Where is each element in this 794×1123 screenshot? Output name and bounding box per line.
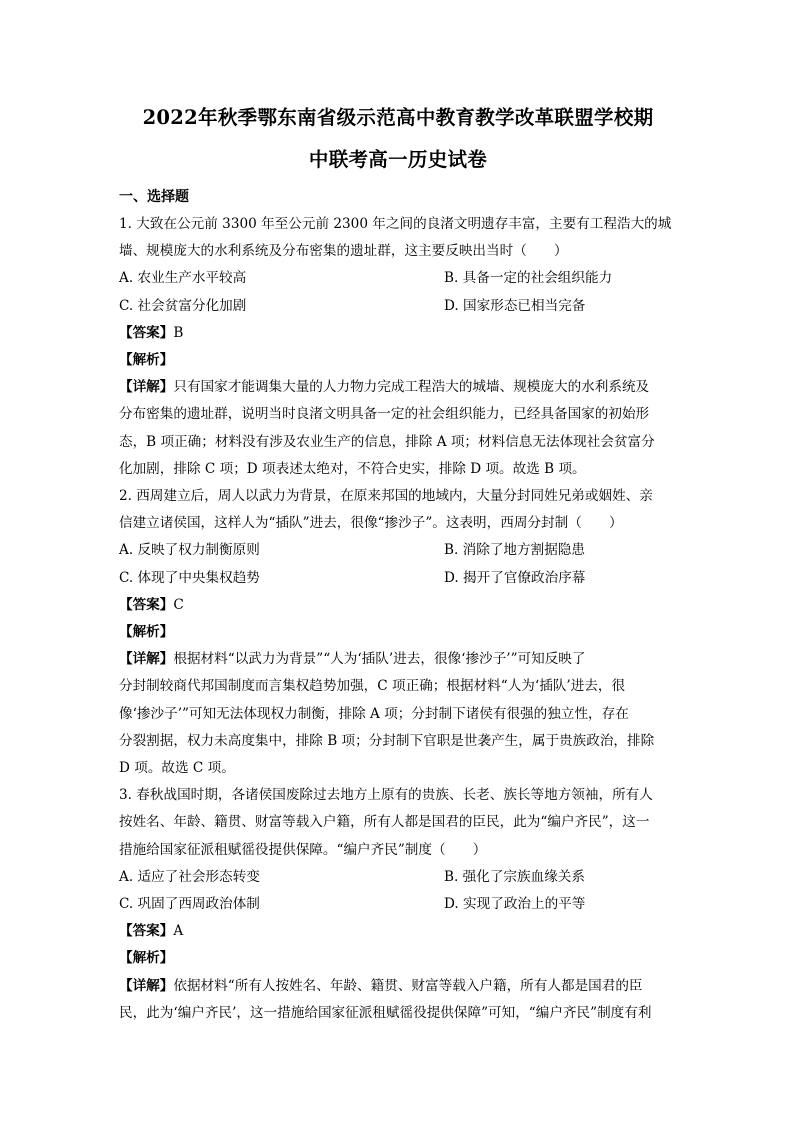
question-stem-line: 按姓名、年龄、籍贯、财富等载入户籍，所有人都是国君的臣民，此为“编户齐民”，这一 [119,814,650,831]
answer-line [119,918,677,945]
option-d: D. 揭开了官僚政治序幕 [444,569,586,586]
detail-text: 根据材料“以武力为背景”“人为‘插队’进去，很像‘掺沙子’”可知反映了 [173,651,586,668]
page-title [119,0,677,181]
detail-line: 分封制较商代邦国制度而言集权趋势加强，C 项正确；根据材料“人为‘插队’进去，很 [119,678,626,695]
question-1 [119,211,677,483]
option-b: B. 具备一定的社会组织能力 [444,270,613,287]
answer-line [119,592,677,619]
answer-line [119,320,677,347]
detail-text: 依据材料“所有人按姓名、年龄、籍贯、财富等载入户籍，所有人都是国君的臣 [173,977,643,994]
detail-label: 【详解】 [119,651,174,668]
detail-line: 像‘掺沙子’”可知无法体现权力制衡，排除 A 项；分封制下诸侯有很强的独立性，存在 [119,705,629,722]
option-c: C. 社会贫富分化加剧 [119,297,247,314]
section-heading: 一、选择题 [119,189,189,205]
detail-label: 【详解】 [119,379,174,396]
question-3 [119,782,677,1027]
detail-line [119,646,677,673]
option-a: A. 适应了社会形态转变 [119,868,260,885]
question-stem-line: 2. 西周建立后，周人以武力为背景，在原来邦国的地域内，大量分封同姓兄弟或姻姓、亲 [119,488,653,505]
title-line-2: 中联考高一历史试卷 [308,148,488,171]
answer-value: A [173,923,184,940]
question-stem-line: 措施给国家征派租赋徭役提供保障。“编户齐民”制度（ ） [119,841,487,858]
analysis-label: 【解析】 [119,950,174,967]
option-row [119,537,677,564]
detail-line: 态，B 项正确；材料没有涉及农业生产的信息，排除 A 项；材料信息无法体现社会贫富分 [119,433,655,450]
detail-line [119,374,677,401]
question-stem-line: 信建立诸侯国，这样人为“插队”进去，很像“掺沙子”。这表明，西周分封制（ ） [119,515,623,532]
option-a: A. 反映了权力制衡原则 [119,542,260,559]
option-c: C. 巩固了西周政治体制 [119,896,260,913]
option-row [119,565,677,592]
detail-line: 分裂割据，权力未高度集中，排除 B 项；分封制下官职是世袭产生，属于贵族政治，排除 [119,732,655,749]
title-line-1: 2022年秋季鄂东南省级示范高中教育教学改革联盟学校期 [142,106,654,129]
question-stem-line: 3. 春秋战国时期，各诸侯国废除过去地方上原有的贵族、长老、族长等地方领袖，所有人 [119,787,653,804]
detail-text: 只有国家才能调集大量的人力物力完成工程浩大的城墙、规模庞大的水利系统及 [173,379,650,396]
option-b: B. 强化了宗族血缘关系 [444,868,585,885]
answer-label: 【答案】 [119,324,174,341]
option-a: A. 农业生产水平较高 [119,270,247,287]
detail-line: D 项。故选 C 项。 [119,760,235,777]
option-b: B. 消除了地方割据隐患 [444,542,585,559]
detail-line [119,973,677,1000]
detail-line: 民，此为‘编户齐民’，这一措施给国家征派租赋徭役提供保障”可知，“编户齐民”制度有利 [119,1004,652,1021]
answer-label: 【答案】 [119,596,174,613]
option-row [119,265,677,292]
detail-line: 分布密集的遗址群，说明当时良渚文明具备一定的社会组织能力，已经具备国家的初始形 [119,406,650,423]
answer-label: 【答案】 [119,923,174,940]
detail-label: 【详解】 [119,977,174,994]
question-stem-line: 墙、规模庞大的水利系统及分布密集的遗址群，这主要反映出当时（ ） [119,243,568,260]
analysis-label: 【解析】 [119,352,174,369]
answer-value: C [173,596,184,613]
question-stem-line: 1. 大致在公元前 3300 年至公元前 2300 年之间的良渚文明遗存丰富，主要有工程浩大的城 [119,216,672,232]
detail-line: 化加剧，排除 C 项；D 项表述太绝对，不符合史实，排除 D 项。故选 B 项。 [119,460,586,477]
answer-value: B [173,324,184,341]
analysis-label: 【解析】 [119,624,174,641]
option-row [119,864,677,891]
question-2 [119,483,677,782]
option-row [119,293,677,320]
option-c: C. 体现了中央集权趋势 [119,569,260,586]
option-d: D. 国家形态已相当完备 [444,297,586,314]
option-d: D. 实现了政治上的平等 [444,896,586,913]
option-row [119,891,677,918]
